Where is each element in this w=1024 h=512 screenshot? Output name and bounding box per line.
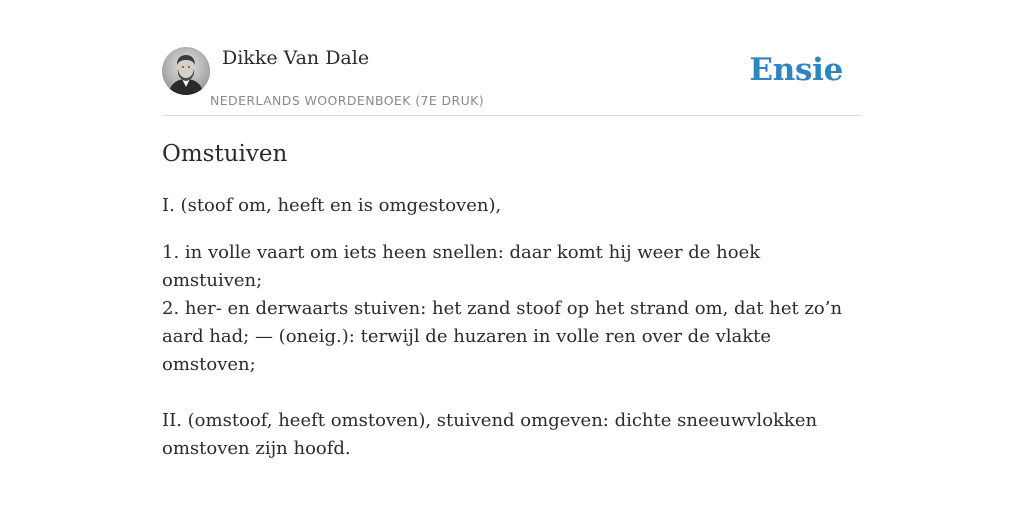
entry-title: Omstuiven: [162, 141, 288, 167]
author-name[interactable]: Dikke Van Dale: [222, 47, 370, 69]
definition-item: 2. her- en derwaarts stuiven: het zand stoof op het strand om, dat het zo’n aard had; — (oneig.): terwijl de huzaren in volle ren over de vlakte omstoven;: [162, 298, 843, 375]
book-source[interactable]: NEDERLANDS WOORDENBOEK (7E DRUK): [210, 93, 485, 108]
entry-content: [162, 138, 862, 463]
brand-logo[interactable]: Ensie: [749, 52, 843, 88]
entry-second-sense: II. (omstoof, heeft omstoven), stuivend omgeven: dichte sneeuwvlokken omstoven zijn hoofd.: [162, 410, 818, 459]
page-header: [162, 46, 862, 116]
author-avatar[interactable]: [162, 47, 210, 95]
entry-definitions: [162, 239, 862, 379]
entry-intro: I. (stoof om, heeft en is omgestoven),: [162, 195, 502, 216]
definition-item: 1. in volle vaart om iets heen snellen: daar komt hij weer de hoek omstuiven;: [162, 242, 761, 291]
